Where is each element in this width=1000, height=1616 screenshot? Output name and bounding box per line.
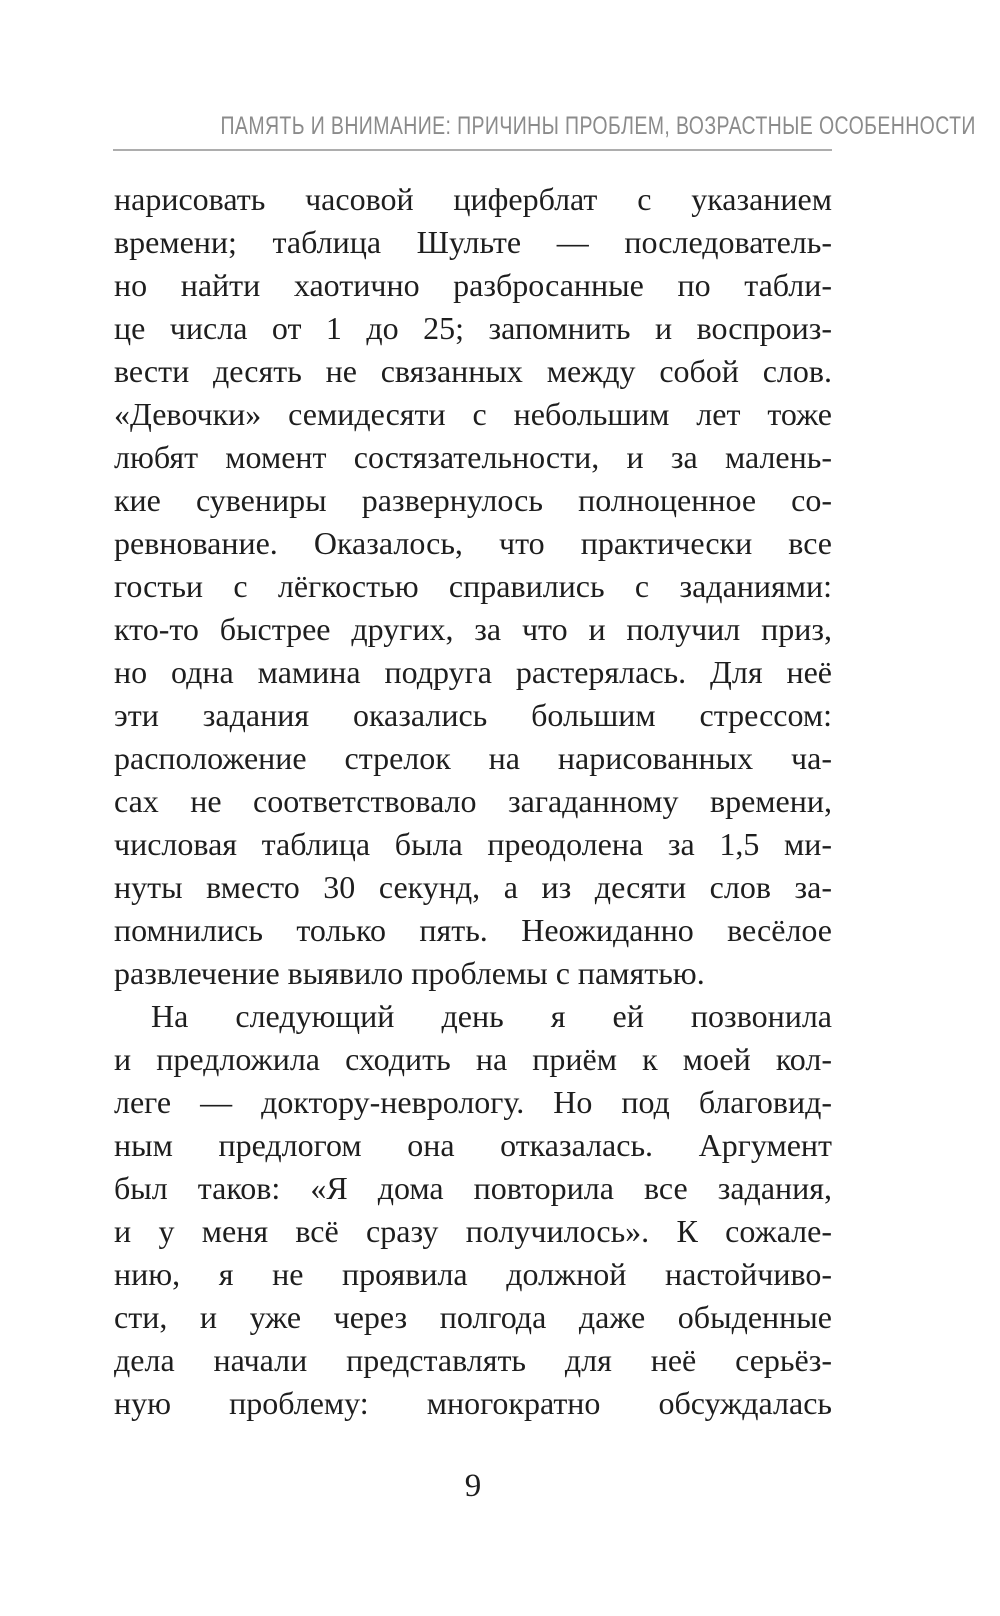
text-line: вести десять не связанных между собой слов.: [114, 353, 832, 389]
text-line: леге — доктору-неврологу. Но под благовид-: [114, 1084, 832, 1120]
text-line: ную проблему: многократно обсуждалась: [114, 1385, 832, 1421]
text-line: ревнование. Оказалось, что практически все: [114, 525, 832, 561]
text-line: нию, я не проявила должной настойчиво-: [114, 1256, 832, 1292]
text-line: кто-то быстрее других, за что и получил приз,: [114, 611, 832, 647]
text-line: был таков: «Я дома повторила все задания,: [114, 1170, 832, 1206]
text-line: нуты вместо 30 секунд, а из десяти слов за-: [114, 869, 832, 905]
text-line: «Девочки» семидесяти с небольшим лет тоже: [114, 396, 832, 432]
text-line: и предложила сходить на приём к моей кол-: [114, 1041, 832, 1077]
text-line: но найти хаотично разбросанные по табли-: [114, 267, 832, 303]
text-line: сти, и уже через полгода даже обыденные: [114, 1299, 832, 1335]
body-text: [114, 178, 832, 1425]
page-number: 9: [464, 1468, 482, 1504]
text-line: эти задания оказались большим стрессом:: [114, 697, 832, 733]
text-line: гостьи с лёгкостью справились с заданиями:: [114, 568, 832, 604]
text-line: расположение стрелок на нарисованных ча-: [114, 740, 832, 776]
text-line: времени; таблица Шульте — последователь-: [114, 224, 832, 260]
text-line: числовая таблица была преодолена за 1,5 ми-: [114, 826, 832, 862]
text-line: развлечение выявило проблемы с памятью.: [114, 955, 705, 991]
running-header: ПАМЯТЬ И ВНИМАНИЕ: ПРИЧИНЫ ПРОБЛЕМ, ВОЗРАСТНЫЕ ОСОБЕННОСТИ: [220, 112, 976, 140]
text-line: помнились только пять. Неожиданно весёлое: [114, 912, 832, 948]
text-line: дела начали представлять для неё серьёз-: [114, 1342, 832, 1378]
text-line: це числа от 1 до 25; запомнить и воспроиз-: [114, 310, 832, 346]
text-line: кие сувениры развернулось полноценное со-: [114, 482, 832, 518]
running-header-container: [114, 112, 976, 141]
text-line: любят момент состязательности, и за малень-: [114, 439, 832, 475]
text-line: но одна мамина подруга растерялась. Для неё: [114, 654, 832, 690]
text-line: и у меня всё сразу получилось». К сожале-: [114, 1213, 832, 1249]
text-line: ным предлогом она отказалась. Аргумент: [114, 1127, 832, 1163]
header-rule: [113, 149, 832, 151]
text-line: сах не соответствовало загаданному времени,: [114, 783, 832, 819]
text-line: На следующий день я ей позвонила: [151, 998, 832, 1034]
text-line: нарисовать часовой циферблат с указанием: [114, 181, 832, 217]
